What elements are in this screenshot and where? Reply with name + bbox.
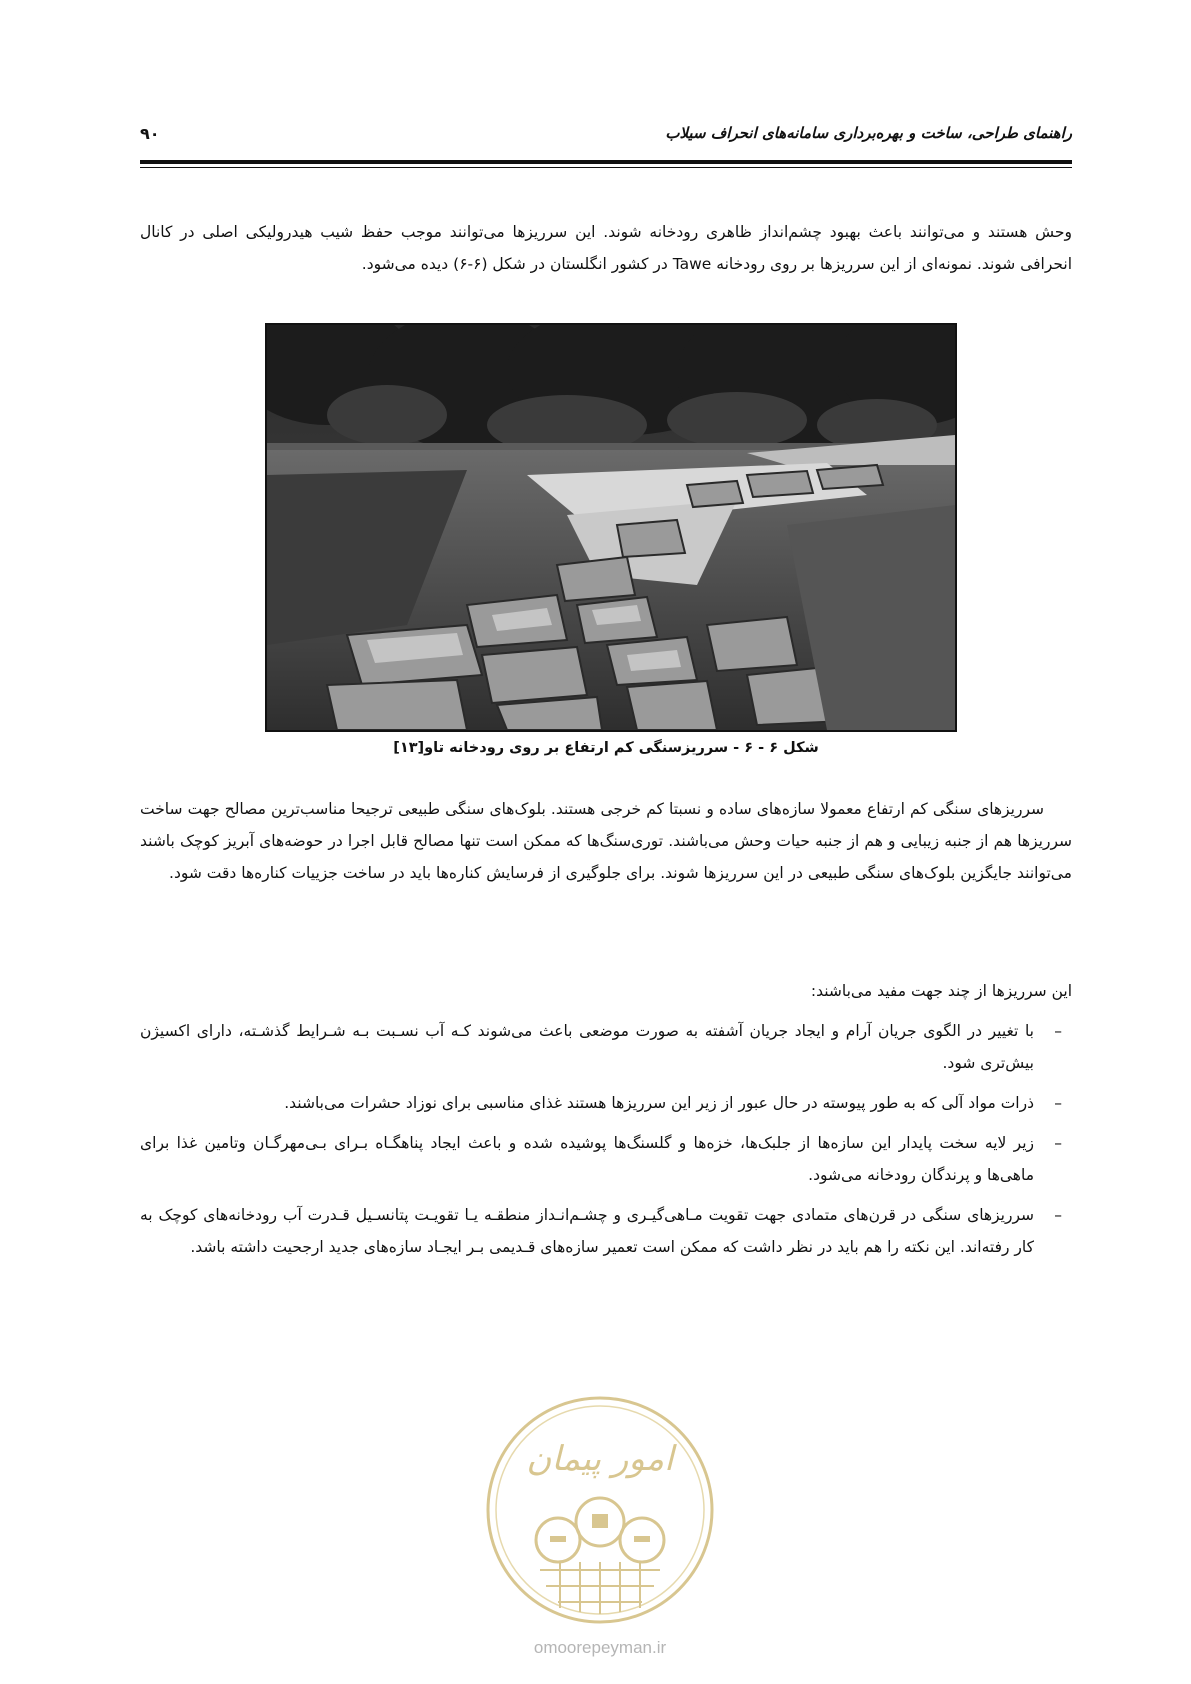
figure-photo-stone-weir: [265, 323, 957, 732]
page-header: [140, 124, 1072, 152]
bullet-dash: –: [1054, 1206, 1062, 1224]
list-item: – زیر لایه سخت پایدار این سازه‌ها از جلبک‌ها، خزه‌ها و گلسنگ‌ها پوشیده شده و باعث ایجاد پناهگـاه بـرای بـی‌مهرگـان وتامین غذا برای ماهی‌ها و پرندگان رودخانه می‌شود.: [140, 1127, 1072, 1191]
watermark-site: omoorepeyman.ir: [533, 1638, 667, 1657]
running-title: راهنمای طراحی، ساخت و بهره‌برداری سامانه‌های انحراف سیلاب: [665, 124, 1072, 142]
paragraph-main: سرریزهای سنگی کم ارتفاع معمولا سازه‌های ساده و نسبتا کم خرجی هستند. بلوک‌های سنگی طبیعی ترجیحا مناسب‌ترین مصالح جهت ساخت سرریزها هم از جنبه زیبایی و هم از جنبه حیات وحش می‌باشند. توری‌سنگ‌ها که ممکن است تنها مصالح قابل اجرا در حوضه‌های آبریز کوچک باشند می‌توانند جایگزین بلوک‌های سنگی طبیعی در این سرریزها شوند. برای جلوگیری از فرسایش کناره‌ها باید در ساخت جزییات کناره‌ها دقت شود.: [140, 800, 1072, 882]
header-rule-thick: [140, 160, 1072, 164]
list-item: – با تغییر در الگوی جریان آرام و ایجاد جریان آشفته به صورت موضعی باعث می‌شوند کـه آب نسـبت بـه شـرایط گذشـته، دارای اکسیژن بیش‌تری شود.: [140, 1015, 1072, 1079]
watermark-logo-text: امور پیمان: [526, 1439, 674, 1479]
bullet-dash: –: [1054, 1022, 1062, 1040]
watermark-logo: [480, 1390, 720, 1630]
benefits-list: [140, 1015, 1072, 1271]
header-rule-thin: [140, 167, 1072, 168]
figure-caption: شکل ۶ - ۶ - سرریزسنگی کم ارتفاع بر روی رودخانه تاو[۱۳]: [393, 740, 819, 756]
river-weir-photo: [267, 325, 955, 730]
bullet-dash: –: [1054, 1094, 1062, 1112]
list-item: – ذرات مواد آلی که به طور پیوسته در حال عبور از زیر این سرریزها هستند غذای مناسبی برای نوزاد حشرات می‌باشند.: [140, 1087, 1072, 1119]
paragraph-benefits-intro: این سرریزها از چند جهت مفید می‌باشند:: [810, 982, 1072, 1000]
paragraph-intro: وحش هستند و می‌توانند باعث بهبود چشم‌انداز ظاهری رودخانه شوند. این سرریزها می‌توانند موجب حفظ شیب هیدرولیکی اصلی در کانال انحرافی شوند. نمونه‌ای از این سرریزها بر روی رودخانه Tawe در کشور انگلستان در شکل (۶-۶) دیده می‌شود.: [140, 223, 1072, 273]
list-item: – سرریزهای سنگی در قرن‌های متمادی جهت تقویت مـاهی‌گیـری و چشـم‌انـداز منطقـه یـا تقویـت پتانسـیل قـدرت آب رودخانه‌های کوچک به کار رفته‌اند. این نکته را هم باید در نظر داشت که ممکن است تعمیر سازه‌های قـدیمی بـر ایجـاد سازه‌های جدید ارجحیت داشته باشد.: [140, 1199, 1072, 1263]
page-number: ۹۰: [140, 124, 160, 143]
omoor-peyman-seal-icon: [480, 1390, 720, 1630]
bullet-dash: –: [1054, 1134, 1062, 1152]
